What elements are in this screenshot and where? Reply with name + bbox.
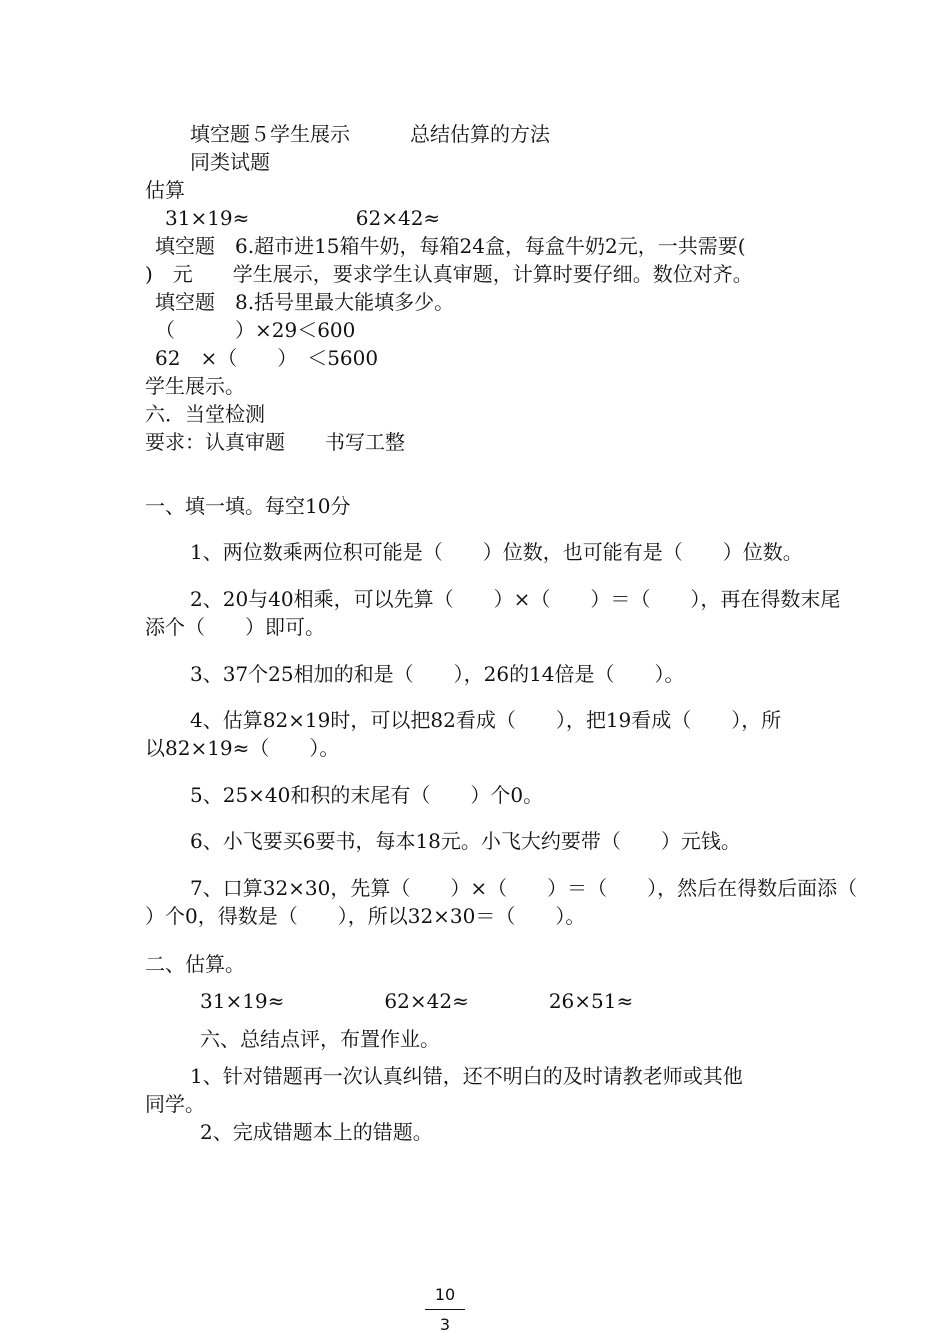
text-line: 填空题５学生展示 总结估算的方法 [190, 122, 550, 146]
text-line: 同学。 [145, 1092, 205, 1116]
question-line: 以82×19≈（ ）。 [145, 736, 340, 760]
question-line: 4、估算82×19时，可以把82看成（ ），把19看成（ ），所 [190, 708, 782, 732]
text-line: 62 ×（ ） ＜5600 [155, 346, 379, 370]
estimate-line: 31×19≈ 62×42≈ 26×51≈ [200, 989, 634, 1013]
text-line: 学生展示。 [145, 374, 245, 398]
text-line: 要求：认真审题 书写工整 [145, 430, 405, 454]
text-line: 31×19≈ 62×42≈ [165, 206, 441, 230]
page-number [425, 1284, 465, 1336]
section-heading: 二、估算。 [145, 952, 245, 976]
question-line: 1、两位数乘两位积可能是（ ）位数，也可能有是（ ）位数。 [190, 540, 803, 564]
section-heading: 一、填一填。每空10分 [145, 494, 351, 518]
question-line: 添个（ ）即可。 [145, 615, 325, 639]
text-line: 填空题 8.括号里最大能填多少。 [155, 290, 455, 314]
text-line: 估算 [145, 178, 185, 202]
text-line: 同类试题 [190, 150, 270, 174]
question-line: 5、25×40和积的末尾有（ ）个0。 [190, 783, 544, 807]
text-line: ) 元 学生展示，要求学生认真审题，计算时要仔细。数位对齐。 [145, 262, 753, 286]
text-line: 填空题 6.超市进15箱牛奶，每箱24盒，每盒牛奶2元，一共需要( [155, 234, 746, 258]
question-line: 6、小飞要买6要书，每本18元。小飞大约要带（ ）元钱。 [190, 829, 741, 853]
question-line: ）个0，得数是（ ），所以32×30＝（ ）。 [145, 904, 586, 928]
question-line: 7、口算32×30，先算（ ）×（ ）＝（ ），然后在得数后面添（ [190, 876, 858, 900]
question-line: 2、20与40相乘，可以先算（ ）×（ ）＝（ ），再在得数末尾 [190, 587, 841, 611]
section-heading: 六．当堂检测 [145, 402, 265, 426]
section-heading: 六、总结点评，布置作业。 [200, 1027, 440, 1051]
text-line: （ ）×29＜600 [155, 318, 356, 342]
page-number-denominator: 3 [439, 1315, 451, 1334]
question-line: 3、37个25相加的和是（ ），26的14倍是（ ）。 [190, 662, 685, 686]
text-line: 1、针对错题再一次认真纠错，还不明白的及时请教老师或其他 [190, 1064, 743, 1088]
text-line: 2、完成错题本上的错题。 [200, 1120, 433, 1144]
page-number-numerator: 10 [434, 1285, 456, 1304]
